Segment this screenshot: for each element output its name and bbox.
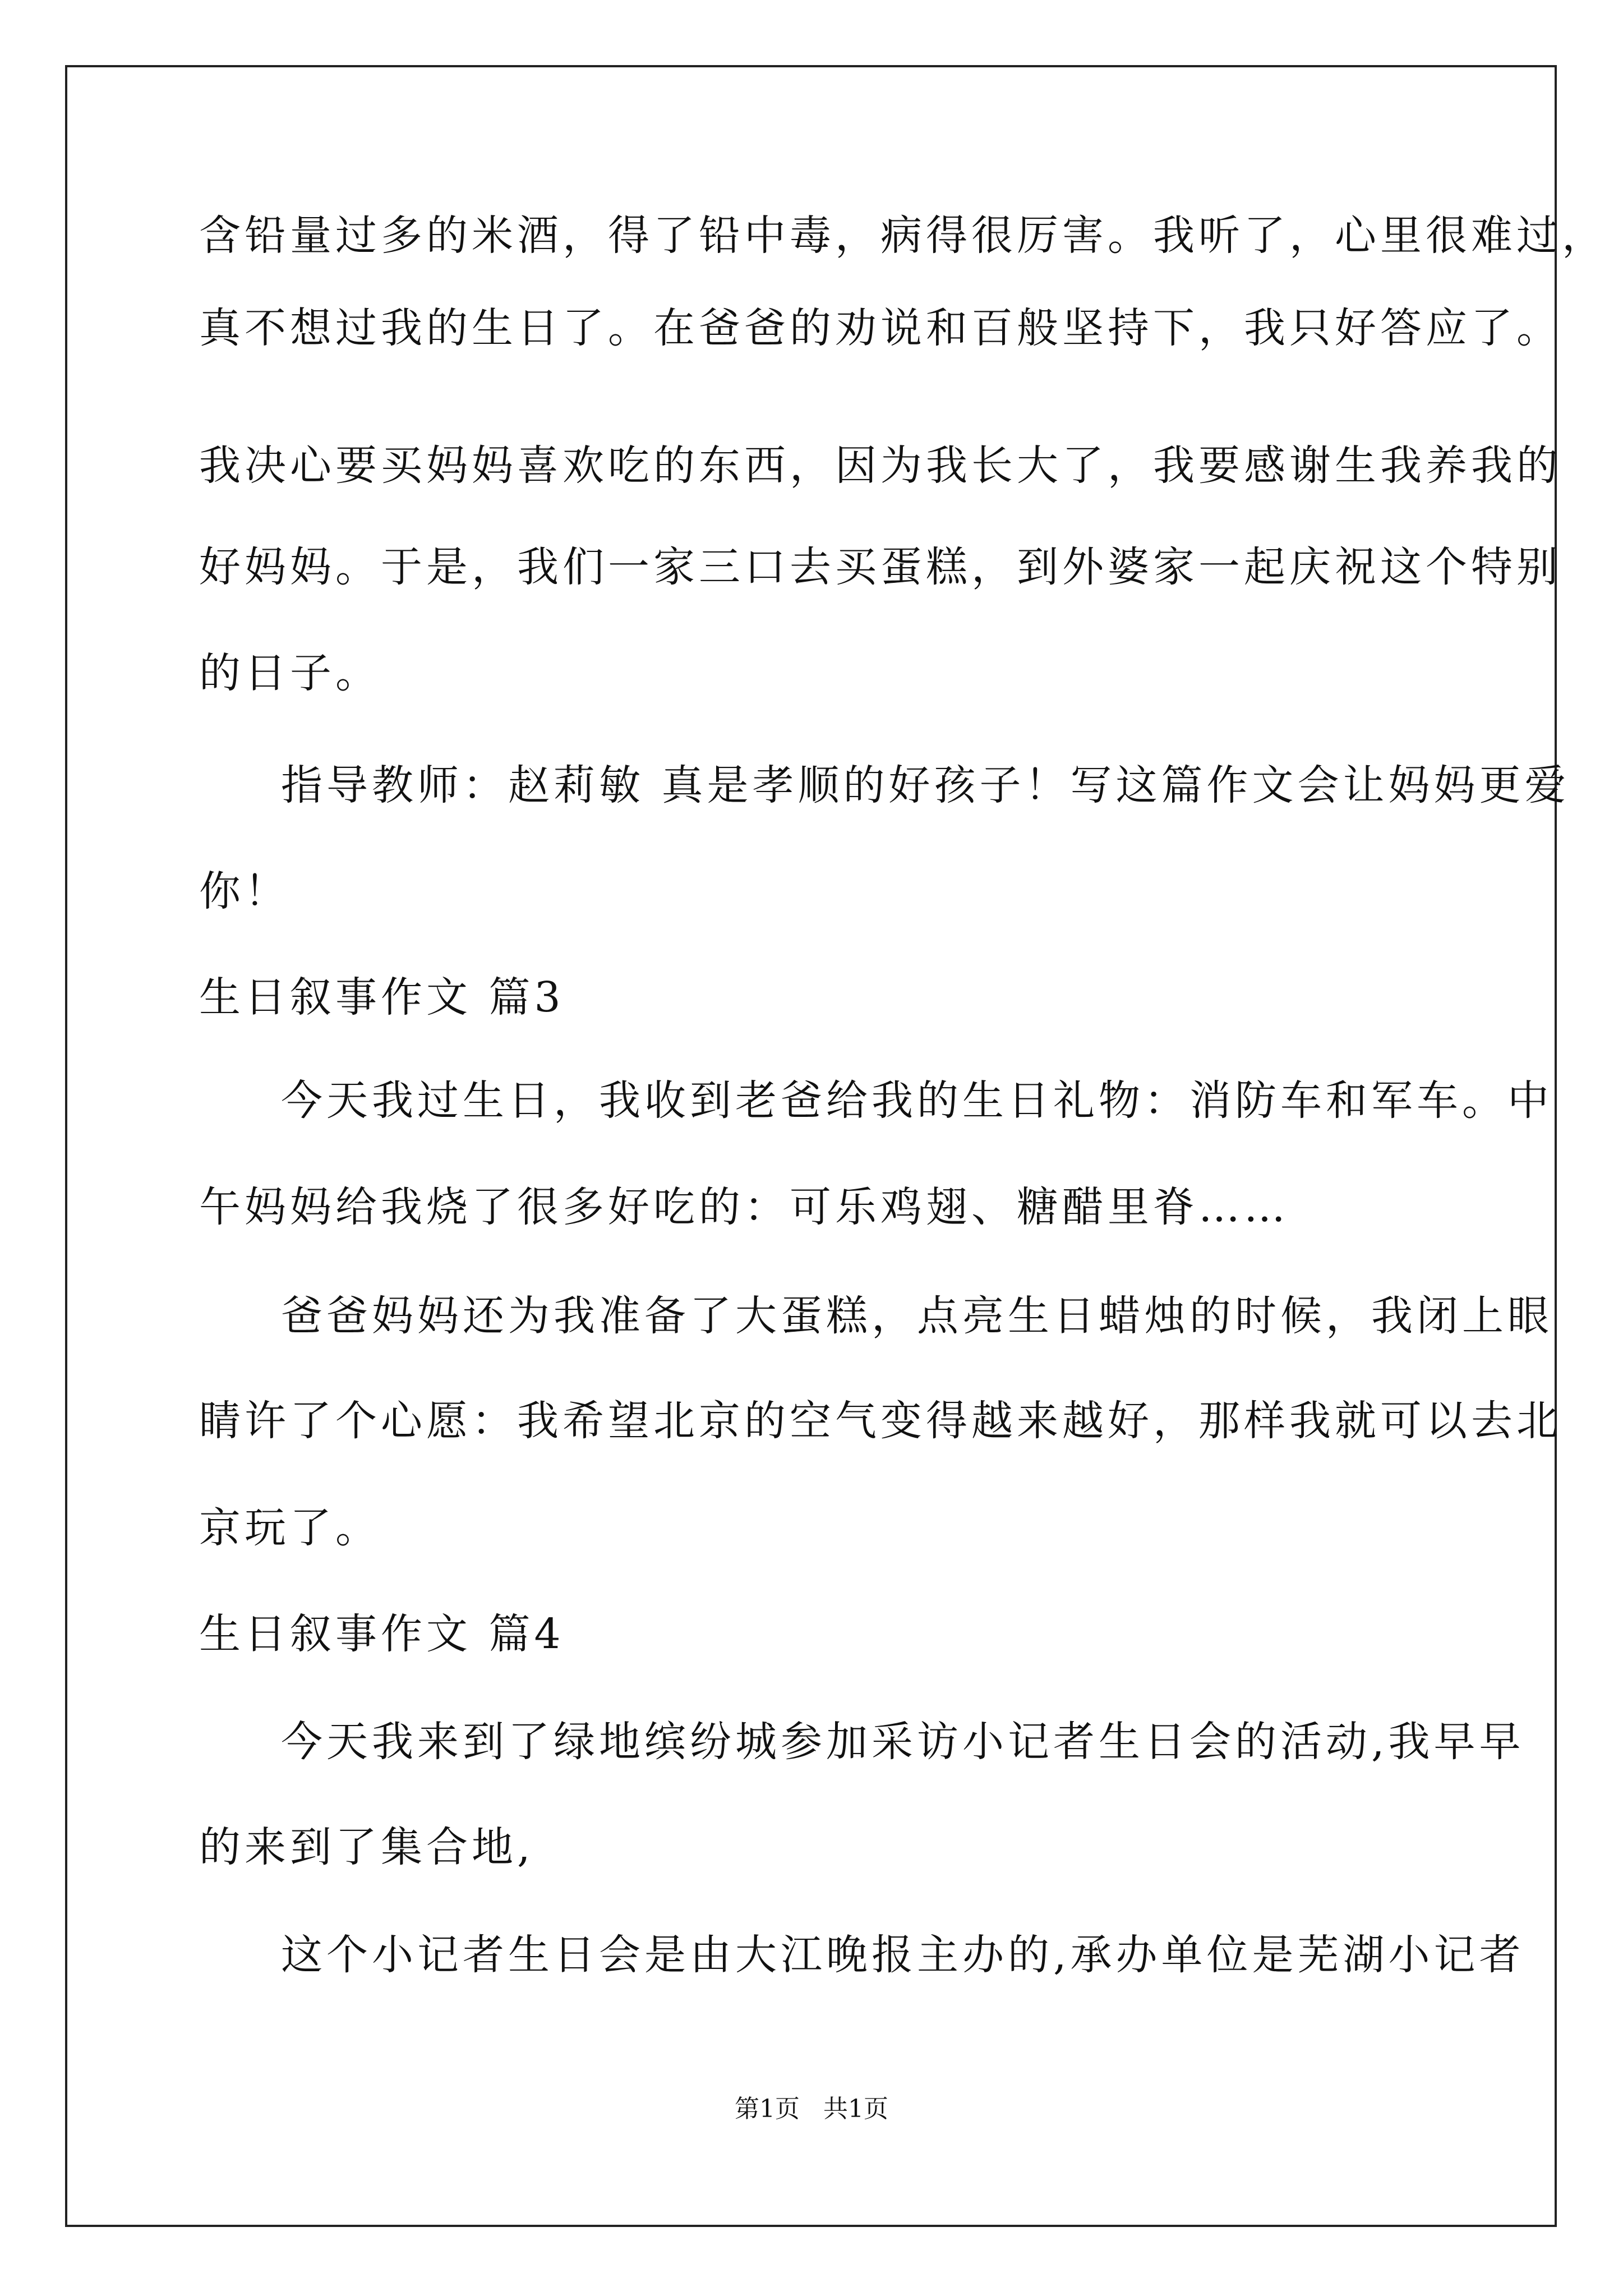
section-heading: 生日叙事作文 篇3 [199,973,565,1022]
body-line: 含铅量过多的米酒，得了铅中毒，病得很厉害。我听了，心里很难过， [199,211,1607,260]
body-line: 真不想过我的生日了。在爸爸的劝说和百般坚持下，我只好答应了。 [199,304,1562,352]
page-number-total: 共1页 [823,2095,888,2123]
body-line: 今天我来到了绿地缤纷城参加采访小记者生日会的活动,我早早 [281,1718,1525,1766]
body-line: 京玩了。 [199,1504,381,1552]
body-line: 的来到了集合地, [199,1823,534,1871]
body-line: 的日子。 [199,649,381,697]
body-line: 好妈妈。于是，我们一家三口去买蛋糕，到外婆家一起庆祝这个特别 [199,543,1562,591]
body-line: 爸爸妈妈还为我准备了大蛋糕，点亮生日蜡烛的时候，我闭上眼 [281,1292,1553,1340]
body-line: 睛许了个心愿：我希望北京的空气变得越来越好，那样我就可以去北 [199,1397,1562,1445]
body-line: 指导教师：赵莉敏 真是孝顺的好孩子！写这篇作文会让妈妈更爱 [281,761,1570,809]
page-number-current: 第1页 [735,2095,800,2123]
body-line: 今天我过生日，我收到老爸给我的生日礼物：消防车和军车。中 [281,1076,1553,1125]
body-line: 这个小记者生日会是由大江晚报主办的,承办单位是芜湖小记者 [281,1931,1525,1979]
page-border [65,65,1557,2227]
body-line: 午妈妈给我烧了很多好吃的：可乐鸡翅、糖醋里脊…… [199,1183,1289,1231]
section-heading: 生日叙事作文 篇4 [199,1610,565,1658]
page-footer [0,2093,1623,2125]
body-line: 我决心要买妈妈喜欢吃的东西，因为我长大了，我要感谢生我养我的 [199,441,1562,490]
body-line: 你！ [199,867,290,915]
